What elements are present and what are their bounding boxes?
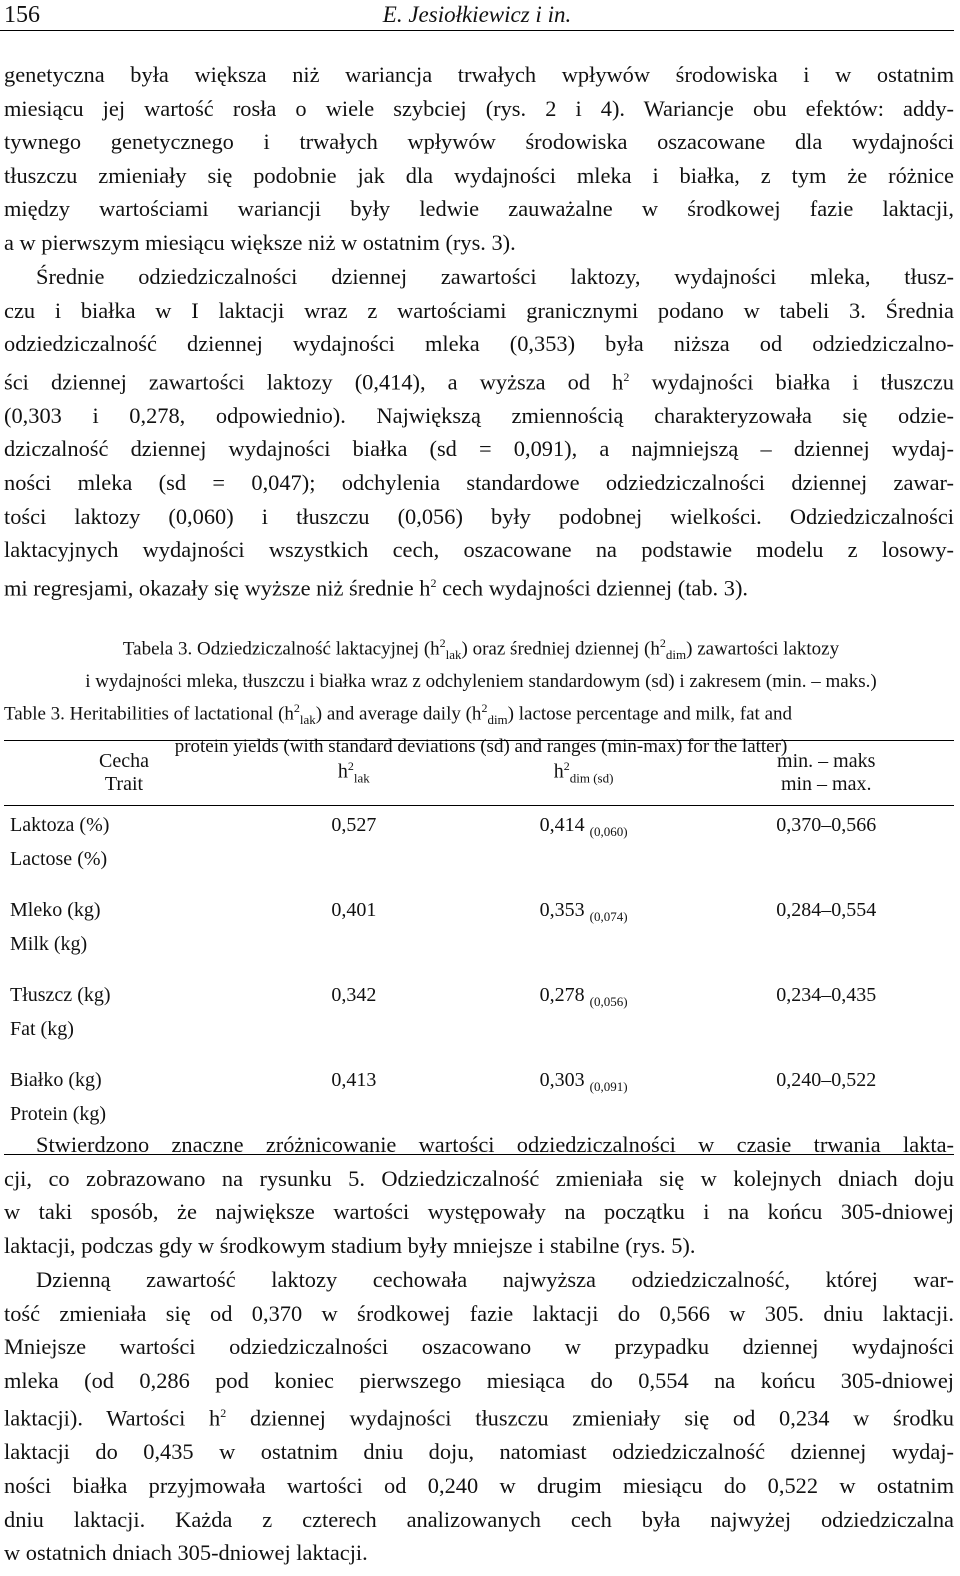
table-row [4,891,954,976]
page-number: 156 [4,2,40,28]
h-lak-cell: 0,342 [331,984,377,1006]
paragraph-4 [4,1263,954,1570]
trait-cell: Tłuszcz (kg) Fat (kg) [10,984,111,1040]
page-header [0,0,954,31]
text-line: w ostatnich dniach 305-dniowej laktacji. [4,1540,368,1566]
text-line: dziczalność dziennej wydajności białka (sd = 0,091), a najmniejszą – dziennej wydaj- [4,436,954,462]
h-lak-cell: 0,527 [331,814,377,836]
range-cell: 0,234–0,435 [776,984,877,1006]
h-dim-cell: 0,303 $_{(0,091)}$ [469,1061,699,1155]
paragraph-2 [4,260,954,605]
text-line: tość zmieniała się od 0,370 w środkowej fazie laktacji do 0,566 w 305. dniu laktacji. [4,1300,954,1326]
header-h-lak: $h^2_{lak}$ [239,741,469,806]
text-line: mleka (od 0,286 pod koniec pierwszego miesiąca do 0,554 na końcu 305-dniowej [4,1367,954,1393]
table-row [4,976,954,1061]
trait-cell: Białko (kg) Protein (kg) [4,1061,239,1155]
header-range: min. – maks min – max. [698,741,954,806]
text-line: laktacji, podczas gdy w środkowym stadium były mniejsze i stabilne (rys. 5). [4,1232,696,1258]
text-line: miesiącu jej wartość rosła o wiele szybciej (rys. 2 i 4). Wariancje obu efektów: addy- [4,95,954,121]
h-dim-cell: 0,414 $_{(0,060)}$ [539,814,628,839]
text-line: Dzienną zawartość laktozy cechowała najwyższa odziedziczalność, której war- [36,1267,954,1292]
caption-pl-line: Tabela 3. Odziedziczalność laktacyjnej $(h^2_{lak})$ oraz średniej dziennej $(h^2_{dim})$ zawartości laktozy [122,636,840,663]
text-line: dniu laktacji. Każda z czterech analizowanych cech była najwyżej odziedziczalna [4,1506,954,1532]
text-line: ności mleka (sd = 0,047); odchylenia standardowe odziedziczalności dziennej zawar- [4,470,954,496]
text-line: Stwierdzono znaczne zróżnicowanie wartości odziedziczalności w czasie trwania lakta- [36,1132,954,1157]
text-line: (0,303 i 0,278, odpowiednio). Największą zmiennością charakteryzowała się odzie- [4,402,954,428]
text-line: Mniejsze wartości odziedziczalności oszacowano w przypadku dziennej wydajności [4,1334,954,1360]
trait-cell: Laktoza (%) Lactose (%) [10,814,110,870]
text-line: odziedziczalność dziennej wydajności mleka (0,353) była niższa od odziedziczalno- [4,331,954,357]
range-cell: 0,370–0,566 [776,814,877,836]
range-cell: 0,284–0,554 [776,899,877,921]
table-header-row [4,741,954,806]
text-line: genetyczna była większa niż wariancja trwałych wpływów środowiska i w ostatnim [4,62,954,87]
running-head: E. Jesiołkiewicz i in. [382,2,572,27]
text-line: w taki sposób, że największe wartości występowały na początku i na końcu 305-dniowej [4,1199,954,1225]
text-line: czu i białka w I laktacji wraz z wartościami granicznymi podano w tabeli 3. Średnia [4,297,954,323]
text-line: ności białka przyjmowała wartości od 0,240 w drugim miesiącu do 0,522 w ostatnim [4,1473,954,1499]
text-line: laktacji). Wartości $h^2$ dziennej wydajności tłuszczu zmieniały się od 0,234 w środku [4,1405,954,1431]
text-line: ści dziennej zawartości laktozy (0,414), a wyższa od $h^2$ wydajności białka i tłuszczu [4,369,955,395]
header-h-dim: $h^2_{dim (sd)}$ [469,741,699,806]
text-line: laktacyjnych wydajności wszystkich cech, oszacowane na podstawie modelu z losowy- [4,537,954,563]
text-line: laktacji do 0,435 w ostatnim dniu doju, natomiast odziedziczalność dziennej wydaj- [4,1439,954,1465]
text-line: tywnego genetycznego i trwałych wpływów środowiska oszacowane dla wydajności [4,129,954,155]
h-lak-cell: 0,401 [331,899,377,921]
heritability-table [4,740,954,1155]
trait-cell: Mleko (kg) Milk (kg) [10,899,101,955]
header-trait: Cecha Trait [4,741,239,806]
h-dim-cell: 0,278 $_{(0,056)}$ [539,984,628,1009]
text-line: między wartościami wariancji były ledwie zauważalne w środkowej fazie laktacji, [4,196,954,222]
text-line: Średnie odziedziczalności dziennej zawartości laktozy, wydajności mleka, tłusz- [36,264,954,289]
text-line: a w pierwszym miesiącu większe niż w ostatnim (rys. 3). [4,229,516,255]
text-line: tości laktozy (0,060) i tłuszczu (0,056) były podobnej wielkości. Odziedziczalności [4,503,954,529]
h-lak-cell: 0,413 [239,1061,469,1155]
caption-en-line: protein yields (with standard deviations (sd) and ranges (min-max) for the latter) [174,736,788,758]
range-cell: 0,240–0,522 [698,1061,954,1155]
caption-en-line: Table 3. Heritabilities of lactational $(h^2_{lak})$ and average daily $(h^2_{dim})$ lactose percentage and milk, fat and [4,701,793,728]
h-dim-cell: 0,353 $_{(0,074)}$ [539,899,628,924]
text-line: cji, co zobrazowano na rysunku 5. Odziedziczalność zmieniała się w kolejnych dniach doju [4,1165,954,1191]
caption-pl-line: i wydajności mleka, tłuszczu i białka wraz z odchyleniem standardowym (sd) i zakresem (min. – maks.) [85,671,877,693]
paragraph-3 [4,1128,954,1262]
text-line: tłuszczu zmieniały się podobnie jak dla wydajności mleka i białka, z tym że różnice [4,162,954,188]
text-line: mi regresjami, okazały się wyższe niż średnie $h^2$ cech wydajności dziennej (tab. 3). [4,575,748,601]
paragraph-1 [4,58,954,260]
table-row [4,806,954,892]
